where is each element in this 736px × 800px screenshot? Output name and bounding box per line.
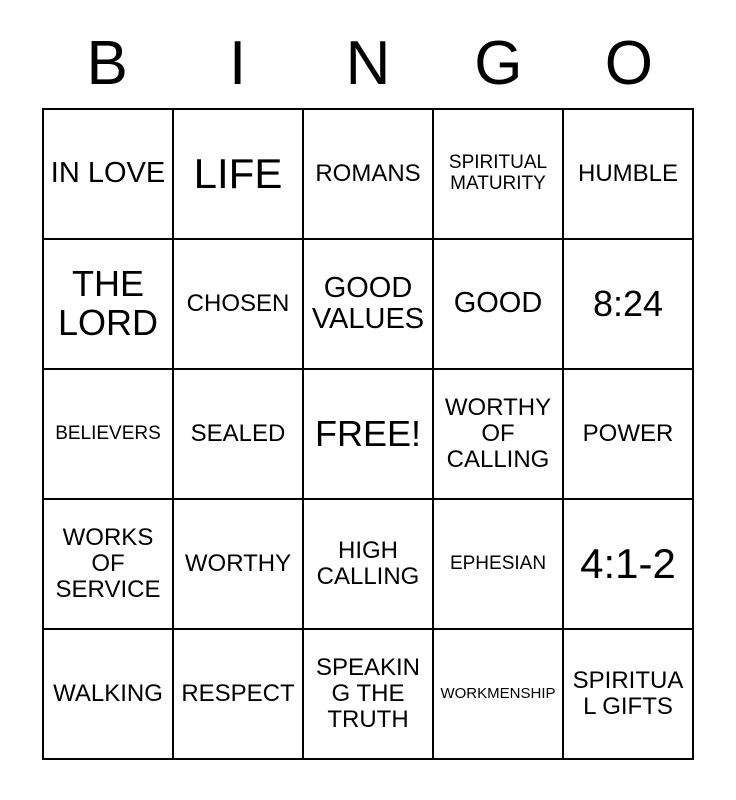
bingo-cell[interactable]: WORTHY OF CALLING xyxy=(433,369,563,499)
bingo-cell[interactable]: 8:24 xyxy=(563,239,693,369)
bingo-header-letter-i: I xyxy=(228,29,247,98)
bingo-header-letter-g: G xyxy=(474,29,523,98)
bingo-cell[interactable]: GOOD VALUES xyxy=(303,239,433,369)
bingo-header-letter-b: B xyxy=(86,29,128,98)
bingo-cell[interactable]: HIGH CALLING xyxy=(303,499,433,629)
bingo-row xyxy=(43,499,693,629)
bingo-grid xyxy=(42,108,694,760)
bingo-header-letter-o: O xyxy=(604,29,653,98)
bingo-cell[interactable]: RESPECT xyxy=(173,629,303,759)
bingo-cell[interactable]: POWER xyxy=(563,369,693,499)
bingo-cell[interactable]: HUMBLE xyxy=(563,109,693,239)
bingo-cell[interactable]: THE LORD xyxy=(43,239,173,369)
bingo-cell[interactable]: SPIRITUAL MATURITY xyxy=(433,109,563,239)
bingo-cell[interactable]: GOOD xyxy=(433,239,563,369)
bingo-header-letter-n: N xyxy=(345,29,391,98)
bingo-cell[interactable]: WORTHY xyxy=(173,499,303,629)
bingo-cell[interactable]: EPHESIAN xyxy=(433,499,563,629)
bingo-row xyxy=(43,629,693,759)
bingo-cell[interactable]: SPIRITUAL GIFTS xyxy=(563,629,693,759)
bingo-cell[interactable]: WORKS OF SERVICE xyxy=(43,499,173,629)
bingo-cell[interactable]: SEALED xyxy=(173,369,303,499)
bingo-cell[interactable]: WORKMENSHIP xyxy=(433,629,563,759)
bingo-cell[interactable]: ROMANS xyxy=(303,109,433,239)
bingo-cell[interactable]: FREE! xyxy=(303,369,433,499)
bingo-row xyxy=(43,239,693,369)
bingo-row xyxy=(43,109,693,239)
bingo-cell[interactable]: BELIEVERS xyxy=(43,369,173,499)
bingo-cell[interactable]: IN LOVE xyxy=(43,109,173,239)
bingo-cell[interactable]: WALKING xyxy=(43,629,173,759)
bingo-row xyxy=(43,369,693,499)
bingo-cell[interactable]: SPEAKING THE TRUTH xyxy=(303,629,433,759)
bingo-header xyxy=(42,0,694,100)
bingo-cell[interactable]: 4:1-2 xyxy=(563,499,693,629)
bingo-cell[interactable]: LIFE xyxy=(173,109,303,239)
bingo-cell[interactable]: CHOSEN xyxy=(173,239,303,369)
